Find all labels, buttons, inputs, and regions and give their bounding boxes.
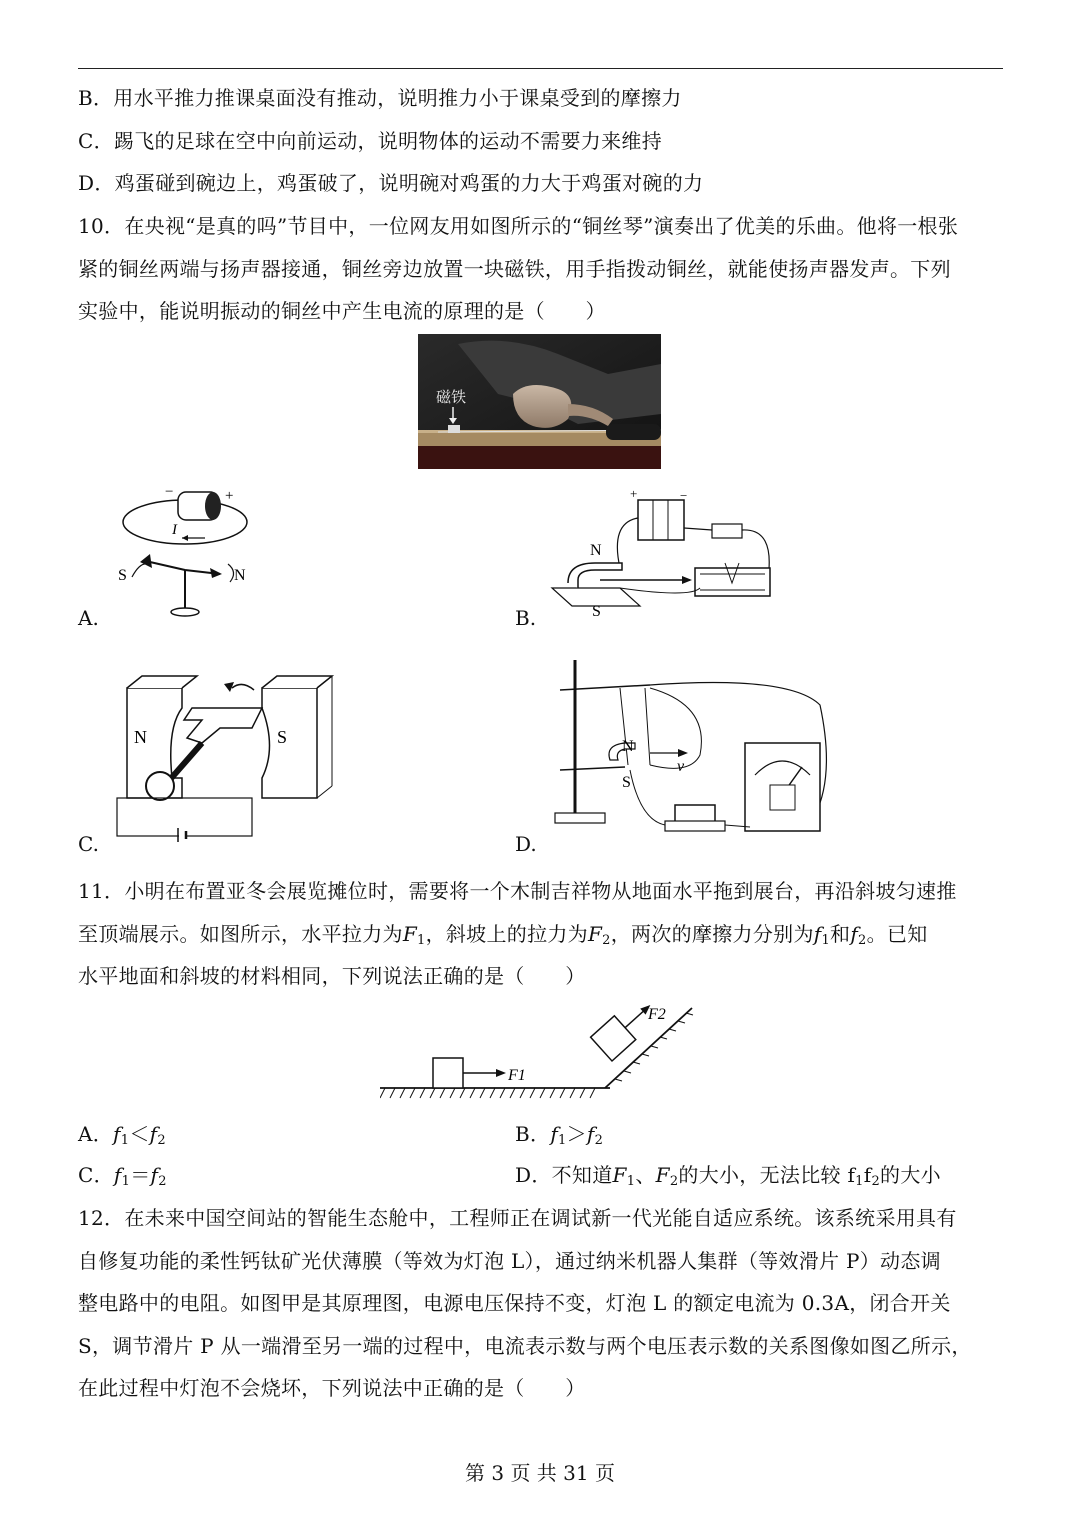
fig-a-minus: − [165,484,174,500]
fig-a-current: I [172,522,177,538]
fig-b-n: N [590,542,602,559]
q11-option-c[interactable]: C．$f_1=f_2$ [78,1163,167,1189]
fig-a-s: S [118,567,127,584]
q11-stem-line2: 至顶端展示。如图所示，水平拉力为$F_1$，斜坡上的拉力为$F_2$，两次的摩擦力分别为$f_1$和$f_2$。已知 [78,922,928,948]
q12-stem-line4: S，调节滑片 P 从一端滑至另一端的过程中，电流表示数与两个电压表示数的关系图像如图乙所示， [78,1334,972,1358]
q11-stem-line3: 水平地面和斜坡的材料相同，下列说法正确的是（ ） [78,964,586,988]
q10-photo [418,334,661,469]
prev-option-c: C．踢飞的足球在空中向前运动，说明物体的运动不需要力来维持 [78,129,663,153]
fig-d-n: N [622,738,634,755]
q10-figure-b [550,488,780,618]
fig-b-plus: + [630,488,638,501]
prev-option-b: B．用水平推力推课桌面没有推动，说明推力小于课桌受到的摩擦力 [78,86,682,110]
q10-stem-line2: 紧的铜丝两端与扬声器接通，铜丝旁边放置一块磁铁，用手指拨动铜丝，就能使扬声器发声。下列 [78,257,951,281]
fig-a-n: N [234,567,246,584]
q10-stem-line1: 10．在央视“是真的吗”节目中，一位网友用如图所示的“铜丝琴”演奏出了优美的乐曲。他将一根张 [78,214,959,238]
q10-stem-line3: 实验中，能说明振动的铜丝中产生电流的原理的是（ ） [78,299,606,323]
q10-option-c[interactable]: C. [78,832,99,856]
fig-f1-label: F1 [508,1067,526,1084]
q11-stem-line1: 11．小明在布置亚冬会展览摊位时，需要将一个木制吉祥物从地面水平拖到展台，再沿斜坡匀速推 [78,879,957,903]
header-rule [78,68,1003,69]
prev-option-d: D．鸡蛋碰到碗边上，鸡蛋破了，说明碗对鸡蛋的力大于鸡蛋对碗的力 [78,171,704,195]
photo-magnet-label: 磁铁 [436,390,467,406]
q10-option-a[interactable]: A. [78,606,99,630]
q12-stem-line2: 自修复功能的柔性钙钛矿光伏薄膜（等效为灯泡 L），通过纳米机器人集群（等效滑片 P）动态调 [78,1249,941,1273]
q11-option-d[interactable]: D．不知道$F_1$、$F_2$的大小，无法比较 $f_1f_2$的大小 [515,1163,941,1189]
q10-figure-c [112,668,337,843]
q12-stem-line1: 12．在未来中国空间站的智能生态舱中，工程师正在调试新一代光能自适应系统。该系统采用具有 [78,1206,957,1230]
fig-c-n: N [134,727,147,747]
fig-b-minus: − [680,488,688,503]
q12-stem-line3: 整电路中的电阻。如图甲是其原理图，电源电压保持不变，灯泡 L 的额定电流为 0.3A，闭合开关 [78,1291,951,1315]
fig-f2-label: F2 [648,1006,666,1023]
q11-option-a[interactable]: A．$f_1<f_2$ [78,1122,166,1148]
q11-figure-slope [380,1003,700,1105]
q10-option-d[interactable]: D. [515,832,537,856]
q12-stem-line5: 在此过程中灯泡不会烧坏，下列说法中正确的是（ ） [78,1376,586,1400]
fig-c-s: S [277,727,288,747]
fig-d-s: S [622,774,631,791]
q10-figure-d [550,655,835,843]
q10-option-b[interactable]: B. [515,606,537,630]
fig-b-s: S [592,603,601,618]
fig-a-plus: + [225,488,234,504]
q10-figure-a [110,482,260,622]
fig-d-v: v [677,758,685,775]
page-footer: 第 3 页 共 31 页 [465,1461,615,1485]
q11-option-b[interactable]: B．$f_1>f_2$ [515,1122,604,1148]
